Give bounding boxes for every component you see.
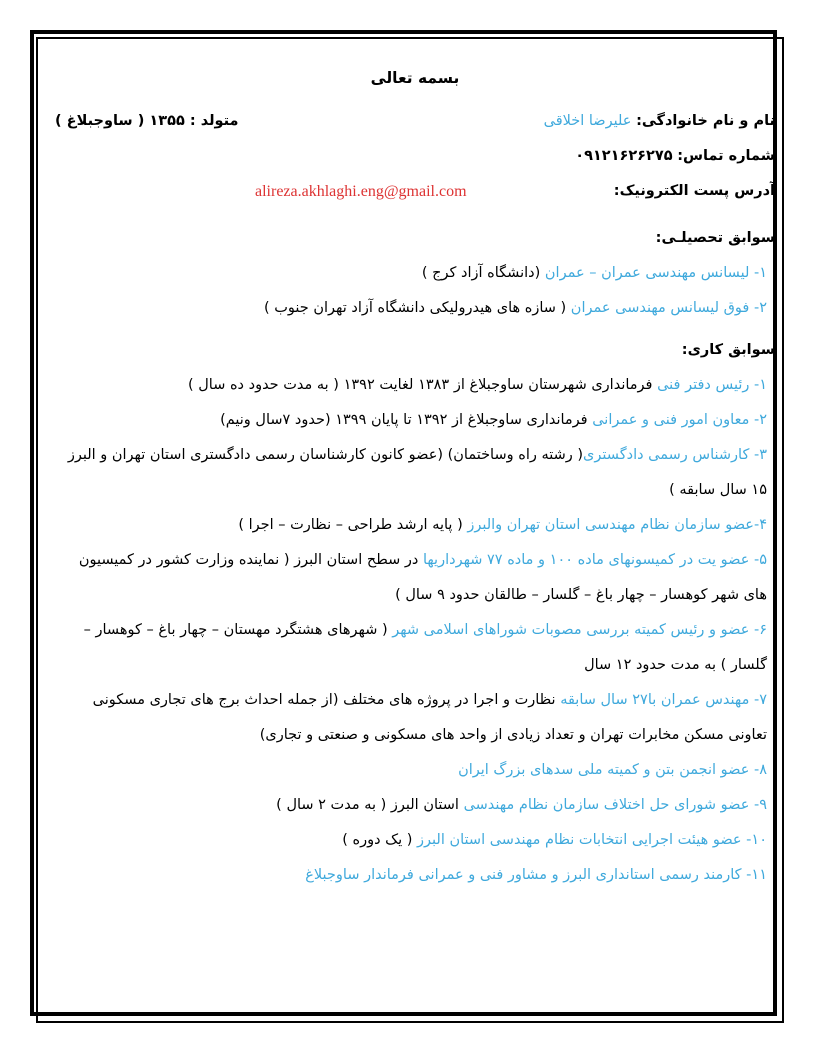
work-item: [55, 753, 775, 788]
work-item-highlight: ۲- معاون امور فنی و عمرانی: [592, 412, 767, 428]
work-item-detail: ( رشته راه وساختمان) (عضو کانون کارشناسان رسمی دادگستری استان تهران و البرز ۱۵ سال سابقه ): [67, 447, 767, 498]
email-label: آدرس پست الکترونیک:: [613, 183, 775, 199]
name-birth-row: [55, 104, 775, 139]
work-item-highlight: ۱- رئیس دفتر فنی: [657, 377, 767, 393]
work-item-highlight: ۶- عضو و رئیس کمیته بررسی مصوبات شوراهای اسلامی شهر: [392, 622, 767, 638]
full-name-value: علیرضا اخلاقی: [543, 113, 632, 129]
birth-field: متولد : ۱۳۵۵ ( ساوجبلاغ ): [55, 113, 239, 129]
work-item: [55, 543, 775, 613]
full-name-label: نام و نام خانوادگی:: [636, 113, 775, 129]
work-item-detail: فرمانداری شهرستان ساوجبلاغ از ۱۳۸۳ لغایت ۱۳۹۲ ( به مدت حدود ده سال ): [187, 377, 658, 393]
work-item-detail: فرمانداری ساوجبلاغ از ۱۳۹۲ تا پایان ۱۳۹۹ (حدود ۷سال ونیم): [220, 412, 593, 428]
work-item-detail: ( پایه ارشد طراحی – نظارت – اجرا ): [238, 517, 468, 533]
work-item-highlight: ۵- عضو یت در کمیسونهای ماده ۱۰۰ و ماده ۷۷ شهرداریها: [422, 552, 767, 568]
work-item: [55, 403, 775, 438]
work-item-highlight: ۱۱- کارمند رسمی استانداری البرز و مشاور فنی و عمرانی فرماندار ساوجبلاغ: [305, 867, 767, 883]
phone-field: [55, 139, 775, 174]
work-item: [55, 508, 775, 543]
full-name-field: [544, 104, 775, 139]
work-item-highlight: ۱۰- عضو هیئت اجرایی انتخابات نظام مهندسی استان البرز: [417, 832, 767, 848]
work-item-detail: نظارت و اجرا در پروژه های مختلف (از جمله احداث برج های تجاری مسکونی تعاونی مسکن مخابرات تهران و تعداد زیادی از واحد های مسکونی و صنعتی و تجاری): [92, 692, 767, 743]
phone-value: ۰۹۱۲۱۶۲۶۲۷۵: [575, 148, 673, 164]
education-item-highlight: ۱- لیسانس مهندسی عمران – عمران: [544, 265, 767, 281]
work-item-highlight: ۸- عضو انجمن بتن و کمیته ملی سدهای بزرگ ایران: [458, 762, 767, 778]
work-item-highlight: ۷- مهندس عمران با۲۷ سال سابقه: [560, 692, 767, 708]
work-item-highlight: ۹- عضو شورای حل اختلاف سازمان نظام مهندسی: [463, 797, 767, 813]
work-item: [55, 823, 775, 858]
work-item: [55, 613, 775, 683]
email-link[interactable]: alireza.akhlaghi.eng@gmail.com: [255, 183, 467, 200]
work-item-detail: استان البرز ( به مدت ۲ سال ): [276, 797, 464, 813]
education-item: [55, 256, 775, 291]
education-item-highlight: ۲- فوق لیسانس مهندسی عمران: [570, 300, 767, 316]
document-content: [55, 41, 775, 893]
work-item-detail: در سطح استان البرز ( نماینده وزارت کشور در کمیسیون های شهر کوهسار – چهار باغ – گلسار – طالقان حدود ۹ سال ): [78, 552, 767, 603]
work-item: [55, 683, 775, 753]
work-item-detail: ( یک دوره ): [342, 832, 418, 848]
bismillah-title: بسمه تعالی: [370, 69, 460, 87]
work-item: [55, 858, 775, 893]
work-section-heading: سوابق کاری:: [681, 342, 775, 358]
education-section-heading: سوابق تحصیلـی:: [655, 230, 775, 246]
work-item: [55, 788, 775, 823]
work-item-highlight: ۳- کارشناس رسمی دادگستری: [583, 447, 767, 463]
education-item: [55, 291, 775, 326]
work-item-highlight: ۴-عضو سازمان نظام مهندسی استان تهران والبرز: [467, 517, 767, 533]
phone-label: شماره تماس:: [677, 148, 775, 164]
work-item-detail: ( شهرهای هشتگرد مهستان – چهار باغ – کوهسار – گلسار ) به مدت حدود ۱۲ سال: [83, 622, 767, 673]
email-row: [55, 174, 775, 209]
education-item-detail: (دانشگاه آزاد کرج ): [421, 265, 545, 281]
work-item: [55, 368, 775, 403]
education-item-detail: ( سازه های هیدرولیکی دانشگاه آزاد تهران جنوب ): [264, 300, 571, 316]
work-item: [55, 438, 775, 508]
